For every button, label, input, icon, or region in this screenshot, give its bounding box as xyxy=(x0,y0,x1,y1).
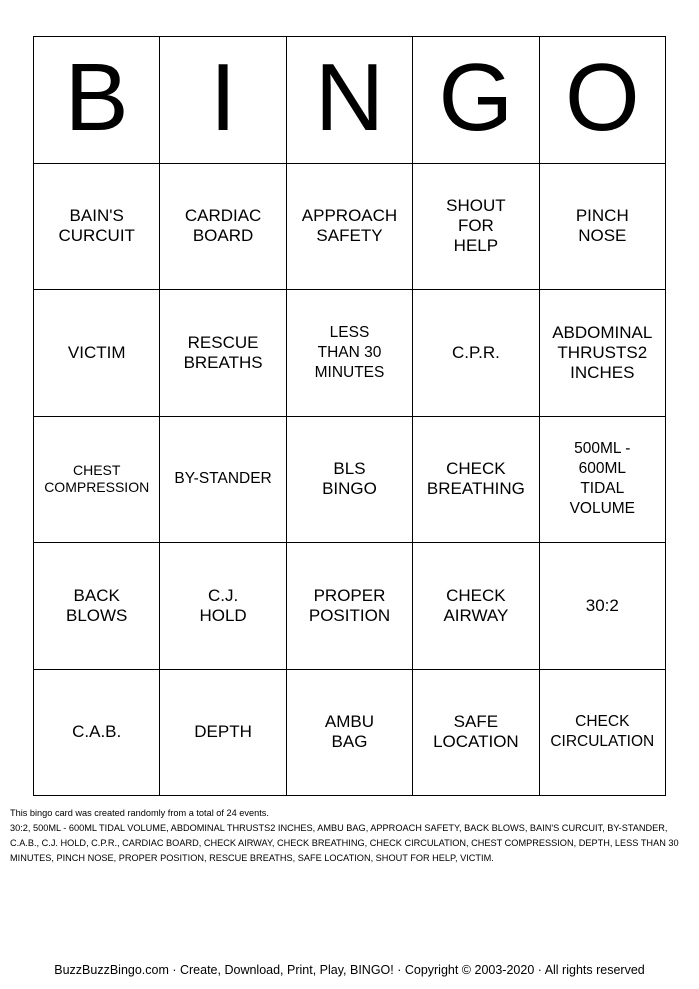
bingo-cell xyxy=(287,164,413,291)
bingo-cell xyxy=(540,290,666,417)
bingo-cell xyxy=(413,670,539,797)
bingo-cell xyxy=(287,670,413,797)
bingo-cell xyxy=(34,670,160,797)
bingo-cell xyxy=(540,164,666,291)
header-letter-o: O xyxy=(540,37,666,164)
bingo-cell xyxy=(34,417,160,544)
bingo-cell xyxy=(160,290,286,417)
cell-text: VICTIM xyxy=(67,342,126,362)
bingo-cell xyxy=(34,543,160,670)
bingo-cell xyxy=(287,543,413,670)
cell-text: CHECK AIRWAY xyxy=(443,585,509,625)
cell-text: CHECK BREATHING xyxy=(426,459,525,499)
header-letter-i: I xyxy=(160,37,286,164)
cell-text: DEPTH xyxy=(194,722,252,742)
cell-text: CHEST COMPRESSION xyxy=(44,462,150,496)
header-letter-g: G xyxy=(413,37,539,164)
footer-copyright: BuzzBuzzBingo.com · Create, Download, Print, Play, BINGO! · Copyright © 2003-2020 · All rights reserved xyxy=(54,963,645,977)
bingo-cell xyxy=(160,164,286,291)
bingo-cell xyxy=(540,670,666,797)
cell-text: APPROACH SAFETY xyxy=(301,206,398,246)
info-summary: This bingo card was created randomly from a total of 24 events. xyxy=(10,808,269,818)
cell-text: CARDIAC BOARD xyxy=(184,206,262,246)
cell-text: ABDOMINAL THRUSTS2 INCHES xyxy=(552,322,653,382)
cell-text: SAFE LOCATION xyxy=(433,712,519,752)
cell-text: C.A.B. xyxy=(72,722,122,742)
bingo-cell xyxy=(160,670,286,797)
bingo-card xyxy=(33,36,666,796)
cell-text: BAIN'S CURCUIT xyxy=(58,206,135,246)
cell-text: C.J. HOLD xyxy=(199,585,247,625)
free-space-cell xyxy=(287,417,413,544)
cell-text: C.P.R. xyxy=(451,342,500,362)
bingo-cell xyxy=(34,164,160,291)
bingo-cell xyxy=(413,417,539,544)
cell-text: RESCUE BREATHS xyxy=(183,332,263,372)
bingo-cell xyxy=(160,543,286,670)
cell-text: 500ML - 600ML TIDAL VOLUME xyxy=(569,440,636,518)
cell-text: BY-STANDER xyxy=(174,470,272,488)
cell-text: PROPER POSITION xyxy=(308,585,391,625)
bingo-cell xyxy=(540,417,666,544)
header-letter-b: B xyxy=(34,37,160,164)
cell-text: SHOUT FOR HELP xyxy=(446,196,506,256)
bingo-cell xyxy=(413,164,539,291)
cell-text: BACK BLOWS xyxy=(65,585,128,625)
bingo-cell xyxy=(413,290,539,417)
cell-text: LESS THAN 30 MINUTES xyxy=(314,323,385,381)
bingo-cell xyxy=(34,290,160,417)
cell-text: PINCH NOSE xyxy=(575,206,629,246)
bingo-cell xyxy=(160,417,286,544)
bingo-cell xyxy=(413,543,539,670)
cell-text: BLS BINGO xyxy=(322,459,377,499)
cell-text: CHECK CIRCULATION xyxy=(550,713,655,751)
info-event-list: 30:2, 500ML - 600ML TIDAL VOLUME, ABDOMINAL THRUSTS2 INCHES, AMBU BAG, APPROACH SAFETY, BACK BLOWS, BAIN'S CURCUIT, BY-STANDER, C.A.B., C.J. HOLD, C.P.R., CARDIAC BOARD, CHECK AIRWAY, CHECK BREATHING, CHECK CIRCULATION, CHEST COMPRESSION, DEPTH, LESS THAN 30 MINUTES, PINCH NOSE, PROPER POSITION, RESCUE BREATHS, SAFE LOCATION, SHOUT FOR HELP, VICTIM. xyxy=(10,823,679,863)
bingo-cell xyxy=(287,290,413,417)
header-letter-n: N xyxy=(287,37,413,164)
cell-text: AMBU BAG xyxy=(324,712,375,752)
bingo-cell xyxy=(540,543,666,670)
cell-text: 30:2 xyxy=(585,595,619,615)
card-info xyxy=(10,806,690,866)
